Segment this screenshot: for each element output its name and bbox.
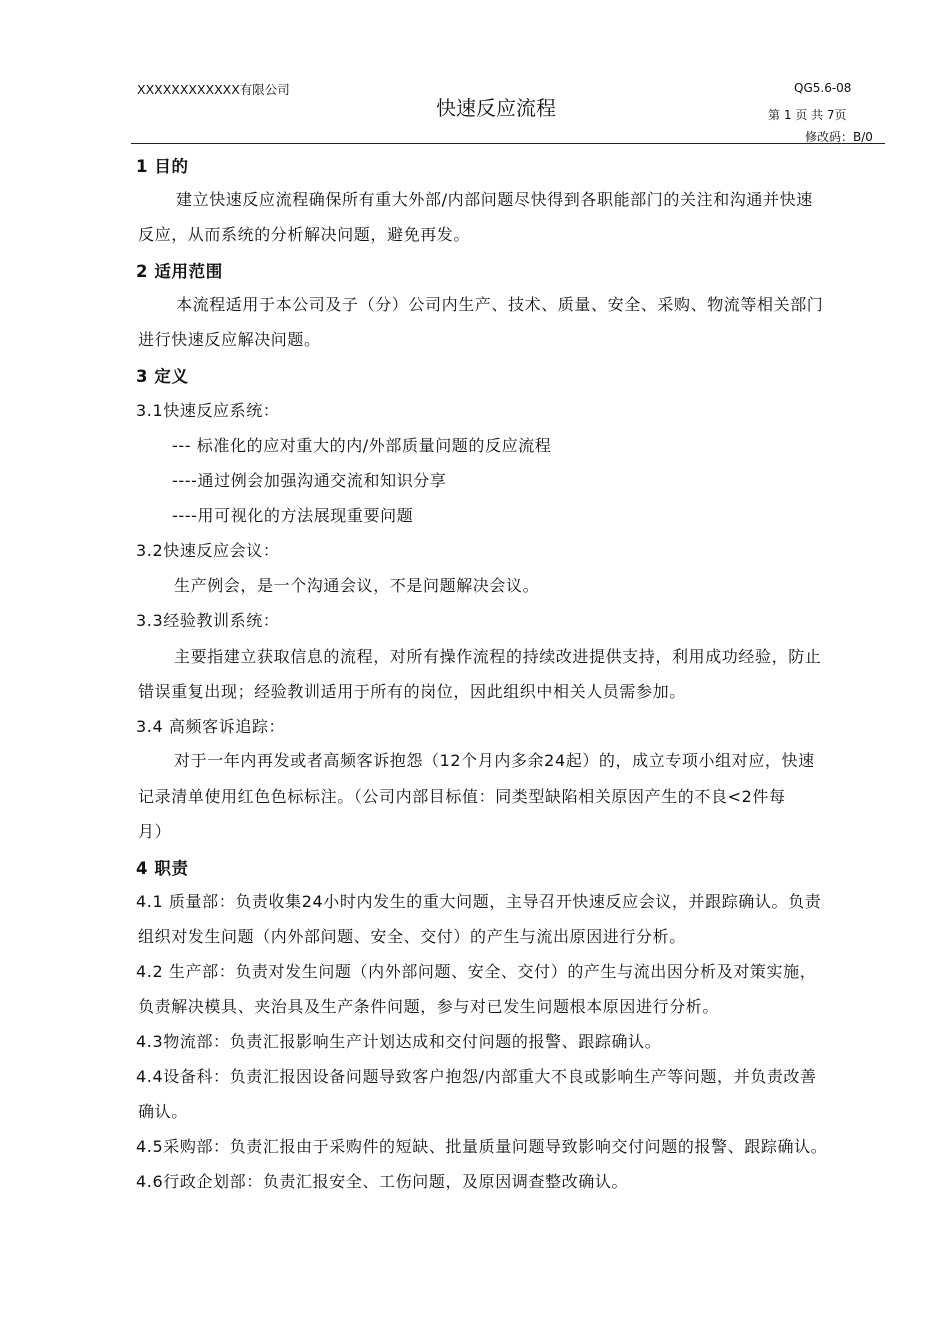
list-item: ----通过例会加强沟通交流和知识分享 bbox=[172, 471, 447, 490]
subsection-heading: 3.1快速反应系统： bbox=[136, 401, 280, 420]
subsection-heading: 3.4 高频客诉追踪： bbox=[136, 717, 286, 736]
subsection-heading: 3.2快速反应会议： bbox=[136, 541, 280, 560]
paragraph-line: 月） bbox=[138, 822, 172, 841]
paragraph-line: 4.1 质量部：负责收集24小时内发生的重大问题，主导召开快速反应会议，并跟踪确认。负责 bbox=[136, 892, 822, 911]
paragraph-line: 进行快速反应解决问题。 bbox=[138, 330, 321, 349]
paragraph-line: 4.3物流部：负责汇报影响生产计划达成和交付问题的报警、跟踪确认。 bbox=[136, 1032, 662, 1051]
paragraph-line: 错误重复出现；经验教训适用于所有的岗位，因此组织中相关人员需参加。 bbox=[138, 682, 686, 701]
list-item: ----用可视化的方法展现重要问题 bbox=[172, 506, 414, 525]
paragraph-line: 组织对发生问题（内外部问题、安全、交付）的产生与流出原因进行分析。 bbox=[138, 927, 686, 946]
paragraph-line: 反应，从而系统的分析解决问题，避免再发。 bbox=[138, 225, 471, 244]
paragraph-line: 4.2 生产部：负责对发生问题（内外部问题、安全、交付）的产生与流出因分析及对策实施， bbox=[136, 962, 817, 981]
paragraph-line: 记录清单使用红色色标标注。（公司内部目标值：同类型缺陷相关原因产生的不良<2件每 bbox=[138, 787, 786, 806]
paragraph-line: 本流程适用于本公司及子（分）公司内生产、技术、质量、安全、采购、物流等相关部门 bbox=[176, 295, 824, 314]
paragraph-line: 主要指建立获取信息的流程，对所有操作流程的持续改进提供支持，利用成功经验，防止 bbox=[174, 647, 822, 666]
paragraph-line: 对于一年内再发或者高频客诉抱怨（12个月内多余24起）的，成立专项小组对应，快速 bbox=[174, 751, 815, 770]
paragraph-line: 4.6行政企划部：负责汇报安全、工伤问题，及原因调查整改确认。 bbox=[136, 1172, 629, 1191]
paragraph-line: 确认。 bbox=[138, 1102, 188, 1121]
paragraph-line: 负责解决模具、夹治具及生产条件问题，参与对已发生问题根本原因进行分析。 bbox=[138, 997, 720, 1016]
page-info: 第 1 页 共 7页 bbox=[768, 108, 847, 122]
section-heading-responsibilities: 4 职责 bbox=[136, 859, 189, 878]
section-heading-definitions: 3 定义 bbox=[136, 367, 189, 386]
paragraph-line: 建立快速反应流程确保所有重大外部/内部问题尽快得到各职能部门的关注和沟通并快速 bbox=[176, 190, 813, 209]
header-divider bbox=[131, 143, 885, 144]
paragraph-line: 4.5采购部：负责汇报由于采购件的短缺、批量质量问题导致影响交付问题的报警、跟踪确认。 bbox=[136, 1137, 828, 1156]
document-code: QG5.6-08 bbox=[794, 81, 852, 95]
subsection-heading: 3.3经验教训系统： bbox=[136, 611, 280, 630]
company-name: XXXXXXXXXXXX有限公司 bbox=[137, 82, 290, 97]
section-heading-purpose: 1 目的 bbox=[136, 157, 189, 176]
list-item: --- 标准化的应对重大的内/外部质量问题的反应流程 bbox=[172, 436, 552, 455]
revision-code: 修改码：B/0 bbox=[805, 130, 873, 144]
paragraph-line: 生产例会，是一个沟通会议，不是问题解决会议。 bbox=[174, 576, 540, 595]
section-heading-scope: 2 适用范围 bbox=[136, 262, 223, 281]
paragraph-line: 4.4设备科：负责汇报因设备问题导致客户抱怨/内部重大不良或影响生产等问题，并负责改善 bbox=[136, 1067, 817, 1086]
document-title: 快速反应流程 bbox=[436, 96, 556, 120]
